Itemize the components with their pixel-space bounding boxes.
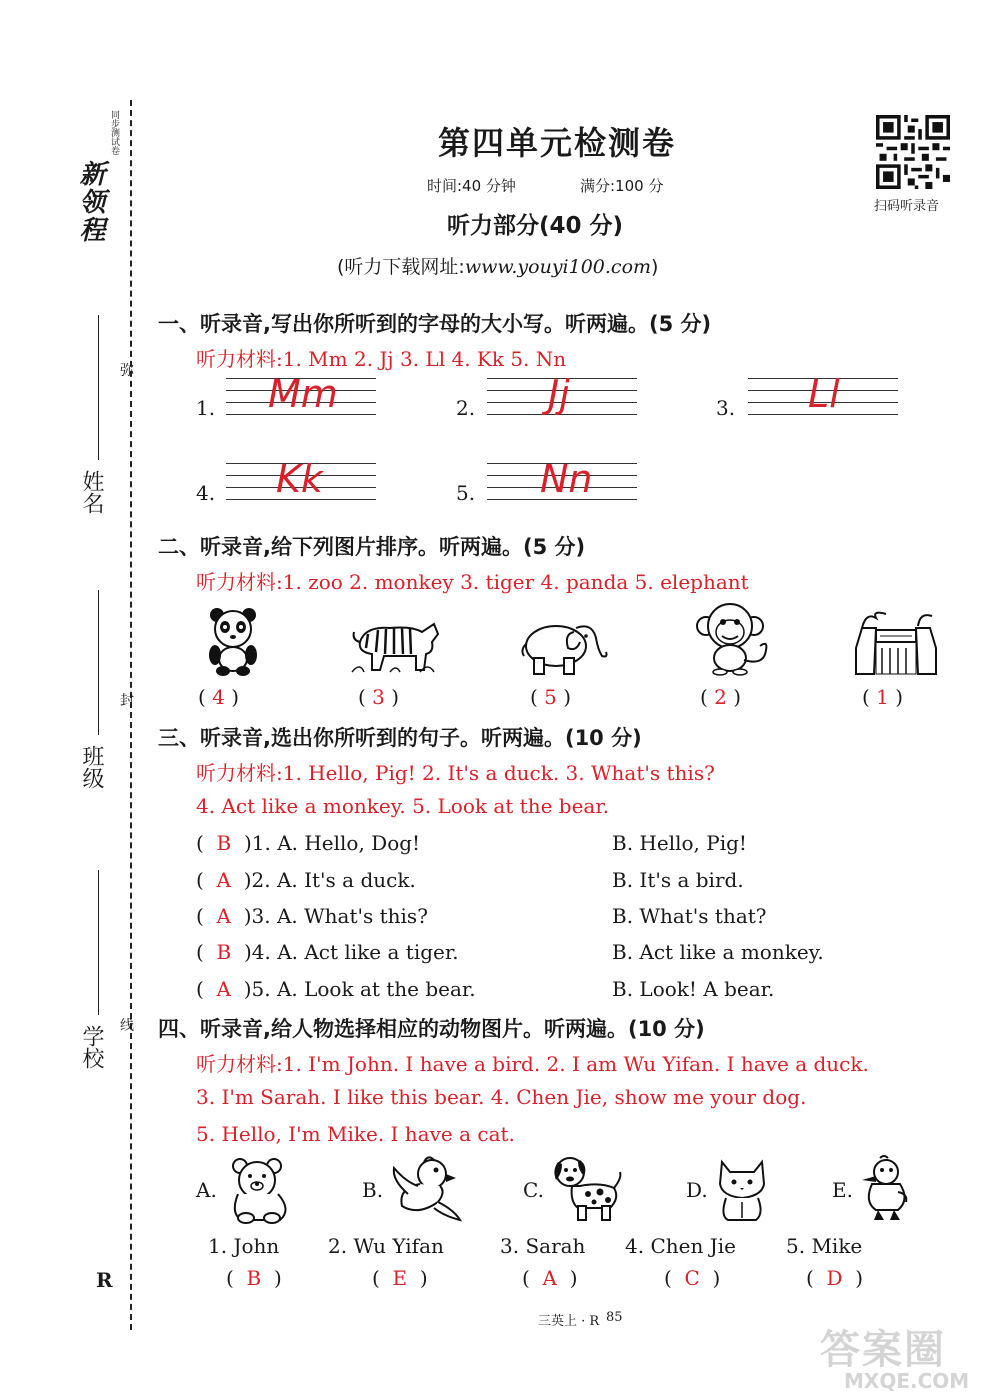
zoo-icon xyxy=(852,608,940,678)
s1-item-4-answer: Kk xyxy=(276,457,323,501)
section-2-material: 听力材料:1. zoo 2. monkey 3. tiger 4. panda 5. elephant xyxy=(196,570,749,594)
s3-q5-option-a: )5. A. Look at the bear. xyxy=(243,977,476,1001)
s4-person-4: 4. Chen Jie xyxy=(625,1234,736,1258)
tiger-icon xyxy=(350,612,442,674)
s4-answer-3: A xyxy=(542,1266,557,1290)
s2-answer-4: 2 xyxy=(714,685,727,709)
s1-item-2-answer: Jj xyxy=(548,372,570,416)
panda-icon xyxy=(203,605,263,677)
s1-item-5-num: 5. xyxy=(456,481,476,505)
s3-question-2: ( A )2. A. It's a duck. xyxy=(196,868,416,892)
s2-answer-1: 4 xyxy=(212,685,225,709)
s4-person-2: 2. Wu Yifan xyxy=(328,1234,444,1258)
s4-person-3: 3. Sarah xyxy=(500,1234,586,1258)
s3-question-4: ( B )4. A. Act like a tiger. xyxy=(196,940,459,964)
qr-code-icon xyxy=(876,115,950,189)
watermark-cn: 答案圈 xyxy=(820,1327,946,1373)
s3-answer-3[interactable]: A xyxy=(216,904,231,928)
s3-answer-5[interactable]: A xyxy=(216,977,231,1001)
qr-code[interactable] xyxy=(876,115,950,193)
section-3-material-1: 听力材料:1. Hello, Pig! 2. It's a duck. 3. What's this? xyxy=(196,761,715,785)
s3-q4-option-a: )4. A. Act like a tiger. xyxy=(243,940,459,964)
section-1-material: 听力材料:1. Mm 2. Jj 3. Ll 4. Kk 5. Nn xyxy=(196,347,567,371)
s4-paren-4[interactable]: ( C ) xyxy=(664,1266,721,1290)
download-url[interactable]: www.youyi100.com xyxy=(464,256,652,278)
s2-paren-5[interactable]: ( 1 ) xyxy=(862,685,904,709)
s1-item-1-answer: Mm xyxy=(268,372,338,416)
s4-option-c-letter: C. xyxy=(523,1178,544,1202)
s3-q3-option-b: B. What's that? xyxy=(612,904,767,928)
exam-score: 满分:100 分 xyxy=(580,177,664,195)
s4-answer-5: D xyxy=(826,1266,843,1290)
s4-paren-3[interactable]: ( A ) xyxy=(522,1266,578,1290)
brand-caption: 同步测试卷 xyxy=(109,110,119,155)
download-suffix: ) xyxy=(651,256,659,278)
s1-item-2-num: 2. xyxy=(456,396,476,420)
watermark xyxy=(820,1318,969,1393)
section-heading-listening: 听力部分(40 分) xyxy=(447,213,624,239)
s2-paren-3[interactable]: ( 5 ) xyxy=(530,685,572,709)
brand-logo: 新领程 xyxy=(75,160,105,244)
s1-item-1-num: 1. xyxy=(196,396,216,420)
download-note xyxy=(337,252,658,279)
s2-paren-2[interactable]: ( 3 ) xyxy=(358,685,400,709)
monkey-icon xyxy=(694,600,776,676)
page-title: 第四单元检测卷 xyxy=(438,124,677,162)
watermark-en: MXQE.COM xyxy=(844,1369,970,1393)
s3-question-3: ( A )3. A. What's this? xyxy=(196,904,428,928)
name-field-line[interactable] xyxy=(98,315,99,460)
s3-q1-option-b: B. Hello, Pig! xyxy=(612,831,747,855)
s4-option-b-letter: B. xyxy=(362,1178,384,1202)
s1-item-3-num: 3. xyxy=(716,396,736,420)
s4-person-5: 5. Mike xyxy=(786,1234,863,1258)
class-field-line[interactable] xyxy=(98,590,99,735)
s3-q5-option-b: B. Look! A bear. xyxy=(612,977,775,1001)
section-4-title: 四、听录音,给人物选择相应的动物图片。听两遍。(10 分) xyxy=(158,1017,705,1041)
section-4-material-1: 听力材料:1. I'm John. I have a bird. 2. I am Wu Yifan. I have a duck. xyxy=(196,1052,869,1076)
s4-paren-2[interactable]: ( E ) xyxy=(372,1266,428,1290)
bear-icon xyxy=(224,1154,296,1224)
cut-line xyxy=(130,100,132,1330)
elephant-icon xyxy=(520,612,612,678)
section-3-title: 三、听录音,选出你所听到的句子。听两遍。(10 分) xyxy=(158,726,642,750)
duck-icon xyxy=(858,1154,914,1224)
s2-paren-1[interactable]: ( 4 ) xyxy=(198,685,240,709)
school-field-line[interactable] xyxy=(98,870,99,1015)
s3-q1-option-a: )1. A. Hello, Dog! xyxy=(243,831,421,855)
s2-answer-5: 1 xyxy=(876,685,889,709)
s3-q3-option-a: )3. A. What's this? xyxy=(243,904,428,928)
s4-option-a-letter: A. xyxy=(196,1178,217,1202)
cut-mark-2: 封 xyxy=(120,693,134,709)
s4-paren-5[interactable]: ( D ) xyxy=(806,1266,864,1290)
s4-answer-1: B xyxy=(246,1266,262,1290)
s3-question-1: ( B )1. A. Hello, Dog! xyxy=(196,831,421,855)
s4-option-e-letter: E. xyxy=(832,1178,853,1202)
binding-strip xyxy=(0,0,150,1392)
s3-answer-4[interactable]: B xyxy=(216,940,232,964)
name-label: 姓名 xyxy=(79,470,104,514)
section-3-material-2: 4. Act like a monkey. 5. Look at the bear. xyxy=(196,794,610,818)
dog-icon xyxy=(550,1152,626,1224)
class-label: 班级 xyxy=(79,745,104,789)
s4-paren-1[interactable]: ( B ) xyxy=(226,1266,282,1290)
s3-answer-2[interactable]: A xyxy=(216,868,231,892)
s2-answer-2: 3 xyxy=(372,685,385,709)
section-1-title: 一、听录音,写出你所听到的字母的大小写。听两遍。(5 分) xyxy=(158,312,712,336)
s2-answer-3: 5 xyxy=(544,685,557,709)
s4-answer-4: C xyxy=(684,1266,700,1290)
section-4-material-2: 3. I'm Sarah. I like this bear. 4. Chen Jie, show me your dog. xyxy=(196,1085,807,1109)
s3-q4-option-b: B. Act like a monkey. xyxy=(612,940,824,964)
exam-time: 时间:40 分钟 xyxy=(427,177,516,195)
download-prefix: (听力下载网址: xyxy=(337,256,465,278)
s4-person-1: 1. John xyxy=(208,1234,280,1258)
qr-caption: 扫码听录音 xyxy=(874,199,940,214)
s3-q2-option-a: )2. A. It's a duck. xyxy=(243,868,416,892)
s3-q2-option-b: B. It's a bird. xyxy=(612,868,744,892)
cut-mark-3: 线 xyxy=(120,1018,134,1034)
cut-mark-1: 弥 xyxy=(120,363,134,379)
edition-mark: R xyxy=(96,1268,113,1292)
section-4-material-3: 5. Hello, I'm Mike. I have a cat. xyxy=(196,1122,515,1146)
s3-answer-1[interactable]: B xyxy=(216,831,232,855)
footer-page-number: 85 xyxy=(606,1310,623,1325)
s4-answer-2: E xyxy=(392,1266,408,1290)
s1-item-4-num: 4. xyxy=(196,481,216,505)
school-label: 学校 xyxy=(79,1025,104,1069)
cat-icon xyxy=(714,1156,770,1222)
s4-option-d-letter: D. xyxy=(686,1178,708,1202)
section-2-title: 二、听录音,给下列图片排序。听两遍。(5 分) xyxy=(158,535,586,559)
s2-paren-4[interactable]: ( 2 ) xyxy=(700,685,742,709)
s3-question-5: ( A )5. A. Look at the bear. xyxy=(196,977,476,1001)
bird-icon xyxy=(388,1154,464,1224)
s1-item-5-answer: Nn xyxy=(540,457,593,501)
footer-grade: 三英上 · R xyxy=(538,1314,600,1329)
s1-item-3-answer: Ll xyxy=(808,372,840,416)
